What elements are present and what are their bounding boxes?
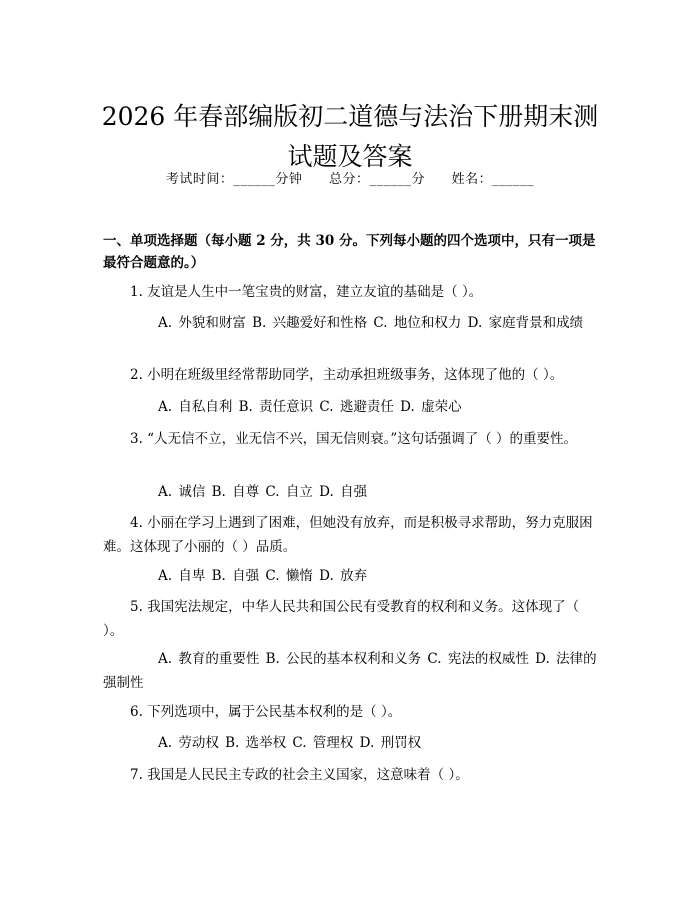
question-options: A. 劳动权 B. 选举权 C. 管理权 D. 刑罚权 (158, 735, 422, 751)
question-1-options (103, 311, 597, 335)
exam-meta (0, 168, 700, 187)
title-line-1: 2026 年春部编版初二道德与法治下册期末测 (101, 101, 599, 131)
title-line-2: 试题及答案 (287, 141, 413, 171)
student-name: 姓名：______ (451, 172, 535, 187)
question-options: A. 外貌和财富 B. 兴趣爱好和性格 C. 地位和权力 D. 家庭背景和成绩 (158, 315, 584, 331)
question-stem: 1. 友谊是人生中一笔宝贵的财富，建立友谊的基础是（ ）。 (130, 284, 483, 300)
question-stem: 4. 小丽在学习上遇到了困难，但她没有放弃，而是积极寻求帮助，努力克服困难。这体现了小丽的（ ）品质。 (103, 515, 593, 555)
question-1 (103, 280, 597, 304)
exam-time: 考试时间：______分钟 (165, 172, 303, 187)
question-2-options (103, 395, 597, 419)
question-6-options (103, 731, 597, 755)
question-4 (103, 511, 597, 559)
question-options: A. 诚信 B. 自尊 C. 自立 D. 自强 (158, 484, 368, 500)
question-stem: 2. 小明在班级里经常帮助同学，主动承担班级事务，这体现了他的（ ）。 (130, 367, 564, 383)
question-4-options (103, 564, 597, 588)
question-3 (103, 427, 597, 451)
exam-score: 总分：______分 (328, 172, 425, 187)
question-stem: 5. 我国宪法规定，中华人民共和国公民有受教育的权利和义务。这体现了（ ）。 (103, 599, 580, 639)
question-5 (103, 595, 597, 643)
question-stem: 3. “人无信不立，业无信不兴，国无信则衰。”这句话强调了（ ）的重要性。 (130, 431, 578, 447)
question-7 (103, 763, 597, 787)
question-3-options (103, 480, 597, 504)
question-6 (103, 700, 597, 724)
question-options: A. 教育的重要性 B. 公民的基本权利和义务 C. 宪法的权威性 D. 法律的强制性 (103, 651, 597, 691)
question-stem: 7. 我国是人民民主专政的社会主义国家，这意味着（ ）。 (130, 767, 469, 783)
question-2 (103, 363, 597, 387)
question-options: A. 自私自利 B. 责任意识 C. 逃避责任 D. 虚荣心 (158, 399, 462, 415)
section-heading: 一、单项选择题（每小题 2 分，共 30 分。下列每小题的四个选项中，只有一项是最符合题意的。） (103, 233, 596, 271)
question-options: A. 自卑 B. 自强 C. 懒惰 D. 放弃 (158, 568, 368, 584)
document-title (0, 97, 700, 177)
question-stem: 6. 下列选项中，属于公民基本权利的是（ ）。 (130, 704, 402, 720)
question-5-options (103, 647, 597, 695)
